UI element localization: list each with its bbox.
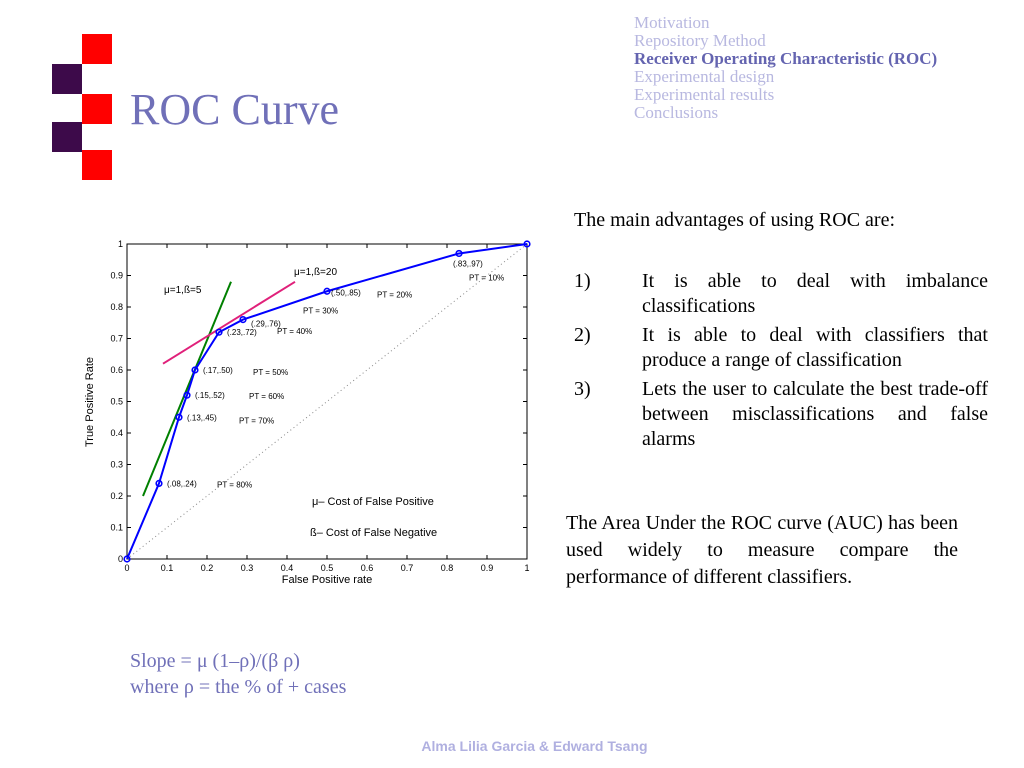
decor-square bbox=[82, 94, 112, 124]
point-label: (.23,.72) bbox=[227, 328, 257, 338]
x-tick-label: 0.8 bbox=[440, 563, 454, 573]
list-number: 3) bbox=[574, 378, 591, 400]
list-text: It is able to deal with imbalance classifications bbox=[642, 270, 988, 317]
point-label: (.83,.97) bbox=[453, 259, 483, 269]
tangent-label-beta20: μ=1,ß=20 bbox=[294, 267, 338, 278]
annotation-cost-fp: μ– Cost of False Positive bbox=[312, 496, 434, 508]
y-tick-label: 0.8 bbox=[110, 302, 123, 312]
y-tick-label: 0.6 bbox=[110, 365, 123, 375]
annotation-cost-fn: ß– Cost of False Negative bbox=[310, 527, 438, 539]
footer-authors: Alma Lilia Garcia & Edward Tsang bbox=[421, 738, 648, 754]
x-axis-label: False Positive rate bbox=[281, 574, 373, 586]
slope-line-1: Slope = μ (1–ρ)/(β ρ) bbox=[130, 650, 300, 672]
x-tick-label: 0.7 bbox=[400, 563, 414, 573]
x-tick-label: 0.1 bbox=[160, 563, 174, 573]
x-tick-label: 0.6 bbox=[360, 563, 374, 573]
y-tick-label: 0.3 bbox=[110, 459, 123, 470]
x-tick-label: 0.5 bbox=[320, 563, 334, 573]
pt-label: PT = 50% bbox=[253, 368, 289, 377]
nav-item-repository-method[interactable]: Repository Method bbox=[634, 31, 766, 50]
point-label: (.29,.76) bbox=[251, 319, 281, 329]
decor-square bbox=[82, 150, 112, 180]
pt-label: PT = 30% bbox=[303, 306, 339, 316]
pt-label: PT = 60% bbox=[249, 392, 285, 402]
decor-square bbox=[52, 64, 82, 94]
list-number: 1) bbox=[574, 270, 591, 292]
y-tick-label: 0.5 bbox=[110, 396, 123, 407]
x-tick-label: 0.2 bbox=[200, 563, 214, 573]
nav-item-conclusions[interactable]: Conclusions bbox=[634, 103, 719, 122]
pt-label: PT = 70% bbox=[239, 416, 275, 426]
auc-paragraph: The Area Under the ROC curve (AUC) has been used widely to measure compare the performance of different classifiers. bbox=[566, 512, 958, 588]
y-tick-label: 0.9 bbox=[110, 270, 123, 281]
point-label: (.08,.24) bbox=[167, 479, 197, 489]
x-tick-label: 1 bbox=[524, 563, 530, 573]
slope-line-2: where ρ = the % of + cases bbox=[130, 676, 347, 698]
nav-item-experimental-results[interactable]: Experimental results bbox=[634, 85, 775, 104]
pt-label: PT = 80% bbox=[217, 480, 253, 490]
list-text: It is able to deal with classifiers that produce a range of classification bbox=[642, 324, 988, 371]
roc-chart-svg bbox=[80, 232, 540, 594]
point-label: (.50,.85) bbox=[331, 288, 361, 298]
pt-label: PT = 10% bbox=[469, 273, 505, 283]
nav-item-roc[interactable]: Receiver Operating Characteristic (ROC) bbox=[634, 49, 938, 68]
x-tick-label: 0 bbox=[124, 563, 130, 573]
y-tick-label: 0.2 bbox=[110, 491, 123, 501]
y-tick-label: 0 bbox=[117, 554, 123, 564]
roc-chart bbox=[80, 232, 540, 594]
list-item bbox=[574, 269, 988, 319]
y-tick-label: 0.7 bbox=[110, 333, 123, 344]
x-tick-label: 0.4 bbox=[280, 563, 294, 573]
y-tick-label: 0.1 bbox=[110, 522, 123, 533]
list-number: 2) bbox=[574, 324, 591, 346]
slope-formula bbox=[130, 648, 346, 700]
x-tick-label: 0.3 bbox=[240, 563, 254, 573]
nav-item-motivation[interactable]: Motivation bbox=[634, 13, 710, 32]
nav-item-experimental-design[interactable]: Experimental design bbox=[634, 67, 775, 86]
point-label: (.13,.45) bbox=[187, 413, 217, 423]
slide-title: ROC Curve bbox=[130, 85, 339, 134]
y-axis-label: True Positive Rate bbox=[84, 356, 96, 448]
advantages-list bbox=[574, 269, 988, 456]
pt-label: PT = 40% bbox=[277, 327, 313, 337]
list-item bbox=[574, 323, 988, 373]
decor-square bbox=[82, 34, 112, 64]
point-label: (.17,.50) bbox=[203, 366, 233, 375]
x-tick-label: 0.9 bbox=[480, 563, 494, 573]
point-label: (.15,.52) bbox=[195, 391, 225, 401]
pt-label: PT = 20% bbox=[377, 290, 413, 300]
tangent-label-beta5: μ=1,ß=5 bbox=[164, 285, 202, 296]
y-tick-label: 0.4 bbox=[110, 428, 123, 438]
section-nav bbox=[634, 14, 937, 122]
advantages-intro: The main advantages of using ROC are: bbox=[574, 209, 896, 231]
y-tick-label: 1 bbox=[117, 239, 123, 249]
list-item bbox=[574, 377, 988, 452]
list-text: Lets the user to calculate the best trade-off between misclassifications and false alarms bbox=[642, 378, 988, 450]
decor-square bbox=[52, 122, 82, 152]
